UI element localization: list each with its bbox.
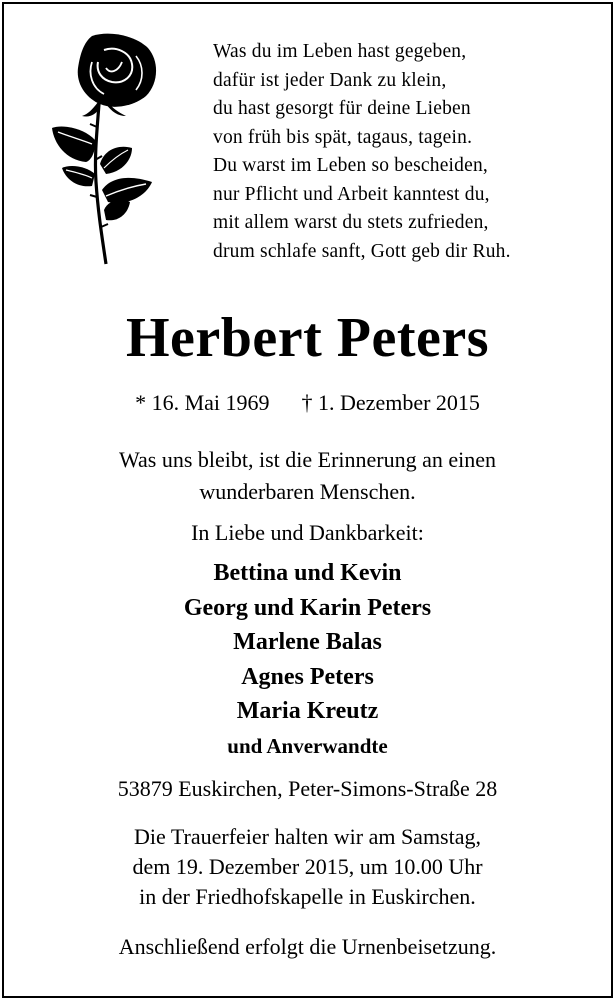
mourner-name: Maria Kreutz — [236, 698, 379, 724]
mourner-name: Georg und Karin Peters — [183, 594, 432, 621]
deceased-name: Herbert Peters — [126, 307, 489, 369]
service-line: in der Friedhofskapelle in Euskirchen. — [139, 884, 476, 909]
poem-line: Was du im Leben hast gegeben, — [213, 41, 467, 62]
memory-line: Was uns bleibt, ist die Erinnerung an einen — [118, 447, 497, 472]
mourner-name: Bettina und Kevin — [213, 560, 402, 586]
love-line: In Liebe und Dankbarkeit: — [191, 520, 424, 545]
mourner-name: Agnes Peters — [241, 663, 374, 690]
poem-line: von früh bis spät, tagaus, tagein. — [213, 126, 473, 148]
rose-icon — [48, 32, 160, 268]
address: 53879 Euskirchen, Peter-Simons-Straße 28 — [117, 776, 498, 801]
poem-line: dafür ist jeder Dank zu klein, — [213, 69, 447, 91]
poem-line: du hast gesorgt für deine Lieben — [213, 98, 471, 119]
memory-text — [4, 444, 611, 508]
poem — [213, 38, 511, 266]
closing-line: Anschließend erfolgt die Urnenbeisetzung. — [118, 934, 497, 959]
service-line: Die Trauerfeier halten wir am Samstag, — [133, 824, 481, 849]
obituary-notice — [2, 2, 613, 998]
poem-line: nur Pflicht und Arbeit kanntest du, — [213, 183, 490, 205]
mourner-name: Marlene Balas — [233, 629, 382, 655]
funeral-service-info — [4, 822, 611, 912]
poem-line: Du warst im Leben so bescheiden, — [213, 155, 488, 176]
poem-line: drum schlafe sanft, Gott geb dir Ruh. — [213, 240, 511, 262]
mourners-list — [4, 556, 611, 763]
mourner-relatives: und Anverwandte — [227, 733, 388, 758]
memory-line: wunderbaren Menschen. — [199, 479, 416, 504]
poem-line: mit allem warst du stets zufrieden, — [213, 212, 489, 233]
life-dates — [4, 388, 611, 418]
birth-date: * 16. Mai 1969 — [135, 390, 270, 415]
death-date: † 1. Dezember 2015 — [301, 390, 480, 415]
service-line: dem 19. Dezember 2015, um 10.00 Uhr — [132, 854, 483, 879]
